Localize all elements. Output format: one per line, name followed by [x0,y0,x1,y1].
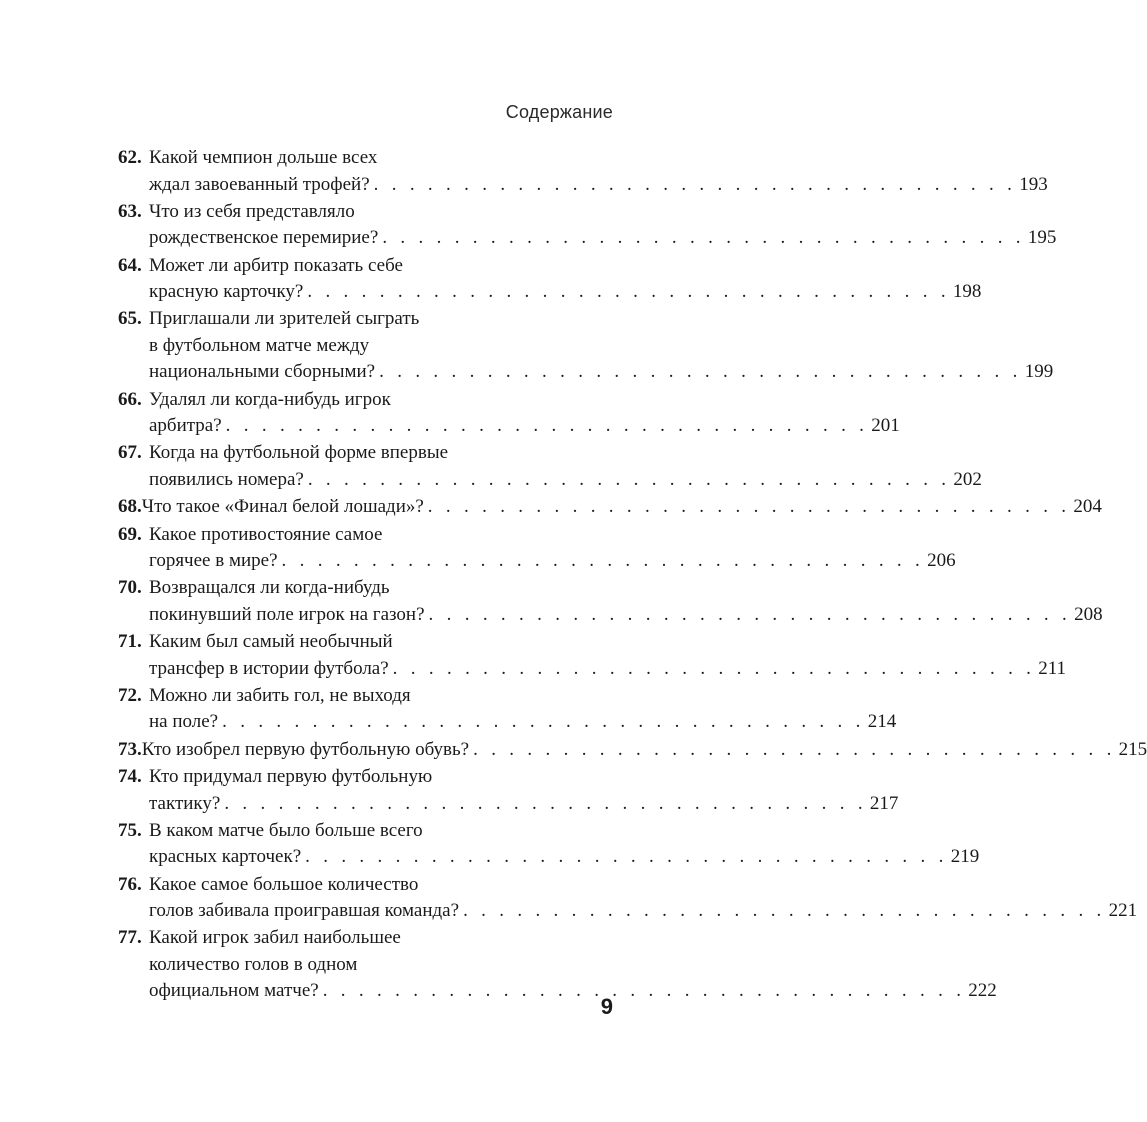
toc-entry-number: 67. [118,442,142,464]
toc-entry[interactable] [118,683,897,736]
toc-entry-page: 208 [1074,603,1103,625]
toc-entry-number: 63. [118,200,142,222]
toc-entry-title: покинувший поле игрок на газон? [149,603,425,625]
toc-entry-number: 77. [118,927,142,949]
toc-entry-page: 211 [1038,657,1067,679]
toc-entry-page: 201 [871,415,900,437]
toc-entry-number: 68. [118,496,142,518]
toc-entry-title: появились номера? [149,468,304,490]
toc-entry-line [118,548,956,575]
toc-entry-page: 195 [1027,227,1057,249]
toc-entry-title: на поле? [149,711,219,733]
toc-entry-line [118,898,1138,925]
toc-entry-line [118,978,997,1005]
toc-entry-number: 64. [118,254,142,276]
toc-entry-page: 214 [867,711,897,733]
toc-entry-line [118,172,1048,199]
toc-entry-title: красных карточек? [149,846,302,868]
toc-entry-line [118,764,580,791]
toc-entry-number: 69. [118,523,142,545]
toc-entry-page: 193 [1019,173,1048,195]
toc-entry-line [118,359,1054,386]
toc-entry[interactable] [118,522,956,575]
toc-entry-page: 222 [968,980,997,1002]
toc-entry-line [118,575,580,602]
dot-leader: . . . . . . . . . . . . . . . . . . . . . . . . . . . . . . . . . . . . [373,173,1017,195]
toc-entry-page: 198 [952,281,982,303]
toc-entry-title: Удалял ли когда-нибудь игрок [149,388,391,410]
toc-entry-line [118,522,580,549]
dot-leader: . . . . . . . . . . . . . . . . . . . . . . . . . . . . . . . . . . . . [392,657,1036,679]
dot-leader: . . . . . . . . . . . . . . . . . . . . . . . . . . . . . . . . . . . . [222,711,865,733]
dot-leader: . . . . . . . . . . . . . . . . . . . . . . . . . . . . . . . . . . . . [307,281,950,303]
toc-entry-title: горячее в мире? [149,550,278,572]
toc-entry-title: Что из себя представляло [149,200,355,222]
toc-entry-title: национальными сборными? [149,361,376,383]
dot-leader: . . . . . . . . . . . . . . . . . . . . . . . . . . . . . . . . . . . . [463,900,1106,922]
toc-entry-page: 202 [953,468,982,490]
toc-entry[interactable] [118,925,997,1005]
toc-entry-title: рождественское перемирие? [149,227,379,249]
toc-entry-title: Приглашали ли зрителей сыграть [149,308,420,330]
toc-entry-page: 217 [869,792,899,814]
toc-entry-title: арбитра? [149,415,222,437]
toc-entry-line [118,145,580,172]
toc-entry[interactable] [118,494,1102,521]
toc-entry-line [118,253,580,280]
toc-entry-line [118,709,897,736]
toc-entry[interactable] [118,629,1067,682]
toc-entry-title: тактику? [149,792,221,814]
toc-entry-line [118,199,580,226]
table-of-contents [118,145,1147,1006]
toc-entry-number: 66. [118,388,142,410]
dot-leader: . . . . . . . . . . . . . . . . . . . . . . . . . . . . . . . . . . . . [322,980,966,1002]
toc-entry-number: 72. [118,684,142,706]
toc-entry-page: 221 [1108,900,1138,922]
toc-entry-page: 219 [950,846,980,868]
toc-entry-page: 206 [927,550,956,572]
toc-entry-title: Какое самое большое количество [149,873,419,895]
dot-leader: . . . . . . . . . . . . . . . . . . . . . . . . . . . . . . . . . . . . [473,738,1116,760]
toc-entry-title: трансфер в истории футбола? [149,657,389,679]
toc-entry-title: Каким был самый необычный [149,631,393,653]
toc-entry-title: ждал завоеванный трофей? [149,173,370,195]
toc-entry-title: Может ли арбитр показать себе [149,254,403,276]
toc-entry-title: официальном матче? [149,980,319,1002]
toc-entry-title: Какой чемпион дольше всех [149,147,378,168]
dot-leader: . . . . . . . . . . . . . . . . . . . . . . . . . . . . . . . . . . . . [225,415,869,437]
toc-entry-line [118,629,580,656]
toc-entry-title: Возвращался ли когда-нибудь [149,577,390,599]
toc-entry-number: 71. [118,631,142,653]
toc-entry-number: 70. [118,577,142,599]
page-number: 9 [600,994,613,1019]
toc-entry[interactable] [118,306,1054,386]
toc-entry-line [118,306,580,333]
toc-entry-line [118,844,980,871]
dot-leader: . . . . . . . . . . . . . . . . . . . . . . . . . . . . . . . . . . . . [305,846,948,868]
toc-entry-line [118,683,580,710]
dot-leader: . . . . . . . . . . . . . . . . . . . . . . . . . . . . . . . . . . . . [427,496,1071,518]
toc-entry-line [118,872,580,899]
toc-entry-line [118,656,1067,683]
toc-entry[interactable] [118,145,1048,198]
toc-entry-title: Кто придумал первую футбольную [149,766,433,788]
toc-entry[interactable] [118,575,1103,628]
toc-entry-title: голов забивала проигравшая команда? [149,900,460,922]
toc-entry-line [118,925,580,952]
toc-entry-line [118,413,900,440]
toc-entry-line [118,333,580,360]
toc-entry-title: Можно ли забить гол, не выходя [149,684,411,706]
toc-entry[interactable] [118,253,982,306]
toc-entry[interactable] [118,872,1138,925]
toc-entry-line [118,387,580,414]
toc-entry-line [118,952,580,979]
dot-leader: . . . . . . . . . . . . . . . . . . . . . . . . . . . . . . . . . . . . [379,361,1022,383]
toc-entry-page: 199 [1024,361,1054,383]
toc-entry-title: Какой игрок забил наибольшее [149,927,401,949]
toc-entry-number: 62. [118,147,142,168]
toc-entry[interactable] [118,199,1057,252]
toc-entry-line [118,818,580,845]
toc-entry-line [118,440,580,467]
toc-entry-line [118,602,1103,629]
toc-entry-number: 73. [118,738,142,760]
running-header: Содержание [505,102,613,122]
toc-entry[interactable] [118,764,899,817]
toc-entry-number: 76. [118,873,142,895]
toc-entry-number: 65. [118,308,142,330]
dot-leader: . . . . . . . . . . . . . . . . . . . . . . . . . . . . . . . . . . . . [382,227,1025,249]
dot-leader: . . . . . . . . . . . . . . . . . . . . . . . . . . . . . . . . . . . . [224,792,867,814]
toc-entry-line [118,791,899,818]
toc-entry-title: Когда на футбольной форме впервые [149,442,449,464]
toc-entry-line [118,494,1102,521]
toc-entry-line [118,737,1147,764]
toc-entry-line [118,467,982,494]
toc-entry[interactable] [118,440,982,493]
toc-entry[interactable] [118,737,1147,764]
toc-entry-line [118,225,1057,252]
toc-entry-number: 74. [118,766,142,788]
toc-entry-title: Какое противостояние самое [149,523,383,545]
toc-entry-title: В каком матче было больше всего [149,819,423,841]
toc-entry-number: 75. [118,819,142,841]
toc-entry-title: Кто изобрел первую футбольную обувь? [141,738,470,760]
dot-leader: . . . . . . . . . . . . . . . . . . . . . . . . . . . . . . . . . . . . [281,550,925,572]
toc-entry-line [118,279,982,306]
dot-leader: . . . . . . . . . . . . . . . . . . . . . . . . . . . . . . . . . . . . [428,603,1072,625]
toc-entry-title: Что такое «Финал белой лошади»? [141,496,424,518]
toc-entry[interactable] [118,818,980,871]
toc-entry-title: в футбольном матче между [149,334,370,356]
toc-entry-page: 215 [1118,738,1147,760]
dot-leader: . . . . . . . . . . . . . . . . . . . . . . . . . . . . . . . . . . . . [307,468,951,490]
toc-entry-page: 204 [1073,496,1102,518]
toc-entry-title: количество голов в одном [149,953,358,975]
toc-entry-title: красную карточку? [149,281,304,303]
toc-entry[interactable] [118,387,900,440]
